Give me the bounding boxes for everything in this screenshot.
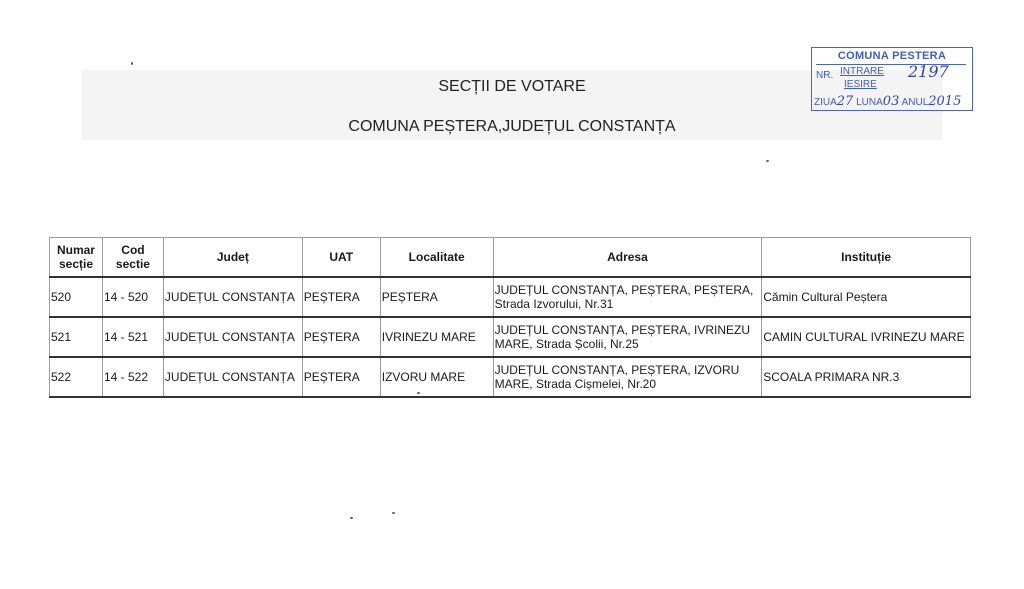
stamp-ziua-label: ZIUA (814, 97, 837, 108)
cell-institutie: CAMIN CULTURAL IVRINEZU MARE (762, 317, 971, 357)
table-header-row (50, 238, 971, 278)
scan-speck (417, 392, 420, 394)
scan-speck (766, 160, 769, 162)
scan-speck (392, 512, 395, 514)
cell-cod-sectie: 14 - 521 (102, 317, 163, 357)
cell-judet: JUDEȚUL CONSTANȚA (163, 317, 302, 357)
table-row (50, 277, 971, 317)
cell-numar-sectie: 520 (50, 277, 103, 317)
cell-localitate: PEȘTERA (380, 277, 493, 317)
stamp-title: COMUNA PESTERA (837, 50, 947, 62)
cell-localitate: IVRINEZU MARE (380, 317, 493, 357)
cell-institutie: SCOALA PRIMARA NR.3 (762, 357, 971, 397)
cell-localitate: IZVORU MARE (380, 357, 493, 397)
cell-uat: PEȘTERA (302, 277, 380, 317)
cell-uat: PEȘTERA (302, 317, 380, 357)
scan-speck (350, 517, 353, 519)
stamp-number: 2197 (908, 62, 949, 81)
table-row (50, 317, 971, 357)
stamp-anul-label: ANUL (901, 97, 929, 108)
stamp-ziua-value: 27 (836, 94, 854, 109)
page-subtitle: COMUNA PEȘTERA,JUDEȚUL CONSTANȚA (348, 118, 676, 135)
stamp-nr-label: NR. (816, 70, 834, 81)
registration-stamp (811, 47, 973, 111)
scan-speck (131, 62, 133, 65)
stamp-intrare-label: INTRARE (840, 66, 884, 77)
stamp-date (814, 94, 961, 109)
stamp-luna-label: LUNA (856, 97, 883, 108)
cell-cod-sectie: 14 - 520 (102, 277, 163, 317)
cell-adresa: JUDEȚUL CONSTANȚA, PEȘTERA, PEȘTERA, Strada Izvorului, Nr.31 (493, 277, 762, 317)
stamp-iesire-label: IESIRE (844, 79, 877, 90)
column-header-institutie: Instituție (762, 238, 971, 278)
polling-stations-table (49, 237, 971, 398)
cell-uat: PEȘTERA (302, 357, 380, 397)
cell-judet: JUDEȚUL CONSTANȚA (163, 357, 302, 397)
cell-adresa: JUDEȚUL CONSTANȚA, PEȘTERA, IZVORU MARE, Strada Cișmelei, Nr.20 (493, 357, 762, 397)
cell-adresa: JUDEȚUL CONSTANȚA, PEȘTERA, IVRINEZU MARE, Strada Școlii, Nr.25 (493, 317, 762, 357)
cell-numar-sectie: 522 (50, 357, 103, 397)
column-header-judet: Județ (163, 238, 302, 278)
table-row (50, 357, 971, 397)
cell-institutie: Cămin Cultural Peștera (762, 277, 971, 317)
stamp-anul-value: 2015 (928, 94, 962, 109)
cell-numar-sectie: 521 (50, 317, 103, 357)
column-header-cod-sectie: Cod sectie (102, 238, 163, 278)
column-header-uat: UAT (302, 238, 380, 278)
stamp-luna-value: 03 (882, 94, 900, 109)
cell-cod-sectie: 14 - 522 (102, 357, 163, 397)
cell-judet: JUDEȚUL CONSTANȚA (163, 277, 302, 317)
column-header-adresa: Adresa (493, 238, 762, 278)
page-title: SECȚII DE VOTARE (438, 78, 586, 95)
column-header-localitate: Localitate (380, 238, 493, 278)
column-header-numar-sectie: Numar secție (50, 238, 103, 278)
